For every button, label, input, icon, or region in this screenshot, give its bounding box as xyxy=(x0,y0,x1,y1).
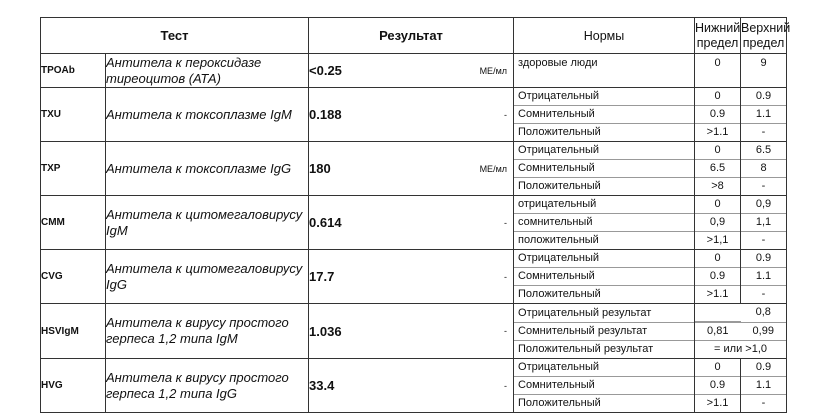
norm-upper-value: 0,9 xyxy=(741,196,786,214)
norm-lower-value: 0.9 xyxy=(695,106,740,124)
result-unit: - xyxy=(504,380,508,391)
result-cell xyxy=(309,142,514,196)
table-row xyxy=(41,54,787,88)
table-row xyxy=(41,196,787,250)
test-name: Антитела к вирусу простого герпеса 1,2 типа IgG xyxy=(106,359,309,413)
result-unit: - xyxy=(504,326,508,336)
result-value: 1.036 xyxy=(309,323,342,339)
norm-upper xyxy=(741,250,787,304)
norm-lower xyxy=(695,250,741,304)
test-code: CVG xyxy=(41,250,106,304)
norm-label-text: Положительный xyxy=(518,397,601,409)
norm-labels xyxy=(514,196,695,250)
header-test: Тест xyxy=(41,18,309,54)
norm-lower-value: 0 xyxy=(695,359,740,377)
lab-results-table xyxy=(40,17,791,413)
norm-upper-value: 1.1 xyxy=(741,377,786,395)
norm-upper-value: 1,1 xyxy=(741,214,786,232)
norm-upper-value: 6.5 xyxy=(741,142,786,160)
norm-upper-value: 1.1 xyxy=(741,268,786,286)
norm-upper-value: - xyxy=(761,397,766,409)
norm-lower-value: 0.9 xyxy=(695,377,740,395)
norm-lower xyxy=(695,359,741,413)
norm-lower-value: 6.5 xyxy=(695,160,740,178)
norm-upper-value: - xyxy=(761,180,766,192)
result-cell xyxy=(309,54,514,88)
result-unit: - xyxy=(504,217,508,228)
table-row xyxy=(41,304,787,359)
test-code: HVG xyxy=(41,359,106,413)
test-code: HSVIgM xyxy=(41,304,106,359)
norm-label-text: Сомнительный xyxy=(514,377,694,395)
norm-label-text: Положительный xyxy=(518,180,601,192)
test-name: Антитела к токсоплазме IgG xyxy=(106,142,309,196)
norm-lower-value: 0,81 xyxy=(707,325,729,337)
norm-label-text: Отрицательный xyxy=(514,250,694,268)
norm-lower xyxy=(695,54,741,88)
norm-label-text: Отрицательный xyxy=(514,359,694,377)
norm-lower xyxy=(695,142,741,196)
test-name: Антитела к пероксидазе тиреоцитов (АТА) xyxy=(106,54,309,88)
test-name: Антитела к токсоплазме IgM xyxy=(106,88,309,142)
norm-upper xyxy=(741,196,787,250)
norm-lower xyxy=(695,88,741,142)
result-unit: - xyxy=(504,271,508,282)
norm-lower-value xyxy=(695,304,741,322)
norm-labels xyxy=(514,359,695,413)
norm-span-value: = или >1,0 xyxy=(714,343,767,355)
norm-label-text: отрицательный xyxy=(514,196,694,214)
header-upper-limit: Верхний предел xyxy=(741,18,787,54)
norm-label-text: Сомнительный xyxy=(514,106,694,124)
test-code: TXU xyxy=(41,88,106,142)
norm-upper xyxy=(741,88,787,142)
result-cell xyxy=(309,359,514,413)
norm-label-text: Отрицательный результат xyxy=(514,305,694,323)
norm-lower xyxy=(695,196,741,250)
norm-upper xyxy=(741,54,787,88)
header-result: Результат xyxy=(309,18,514,54)
result-unit: МЕ/мл xyxy=(479,65,508,76)
header-lower-limit: Нижний предел xyxy=(695,18,741,54)
result-cell xyxy=(309,88,514,142)
result-cell xyxy=(309,250,514,304)
norm-upper-value: 0,8 xyxy=(755,306,771,318)
table-header-row xyxy=(41,18,787,54)
norm-label-text: сомнительный xyxy=(514,214,694,232)
norm-labels xyxy=(514,250,695,304)
norm-upper-value: 0.9 xyxy=(741,88,786,106)
table-row xyxy=(41,359,787,413)
norm-labels xyxy=(514,304,695,359)
test-name: Антитела к цитомегаловирусу IgM xyxy=(106,196,309,250)
result-unit: - xyxy=(504,109,508,120)
norm-label-text: Положительный результат xyxy=(518,342,654,355)
norm-lower-value: 0.9 xyxy=(695,268,740,286)
norm-lower-value: >1.1 xyxy=(706,397,729,409)
norm-upper-value: 0.9 xyxy=(741,359,786,377)
norm-lower-value: >1,1 xyxy=(706,234,729,246)
norm-lower-value: 0 xyxy=(695,142,740,160)
norm-label-text: здоровые люди xyxy=(518,57,598,69)
result-value: <0.25 xyxy=(309,63,342,78)
norm-labels xyxy=(514,88,695,142)
norm-upper-value: 0.9 xyxy=(741,250,786,268)
norm-upper-value: 1.1 xyxy=(741,106,786,124)
norm-upper-value: - xyxy=(761,234,766,246)
result-value: 180 xyxy=(309,161,331,176)
result-value: 0.614 xyxy=(309,215,342,230)
norm-lower-value: >1.1 xyxy=(706,126,729,138)
result-value: 17.7 xyxy=(309,269,335,284)
norm-lower-value: 0 xyxy=(695,250,740,268)
norm-label-text: положительный xyxy=(518,234,599,246)
norm-upper-value: - xyxy=(761,288,766,300)
norm-label-text: Сомнительный xyxy=(514,160,694,178)
norm-label-text: Положительный xyxy=(518,126,601,138)
norm-upper xyxy=(741,142,787,196)
header-norms: Нормы xyxy=(514,18,695,54)
norm-upper xyxy=(741,359,787,413)
norm-lower-value: >8 xyxy=(711,180,724,192)
norm-labels xyxy=(514,142,695,196)
norm-upper-value: 8 xyxy=(741,160,786,178)
result-value: 33.4 xyxy=(309,378,335,393)
norm-lower-value: 0 xyxy=(695,196,740,214)
test-name: Антитела к цитомегаловирусу IgG xyxy=(106,250,309,304)
norm-lower-value: >1.1 xyxy=(706,288,729,300)
norm-label xyxy=(514,54,695,88)
table-row xyxy=(41,88,787,142)
norm-lower-value: 0 xyxy=(695,88,740,106)
norm-label-text: Сомнительный xyxy=(514,268,694,286)
result-cell xyxy=(309,304,514,359)
norm-upper-value: 0,99 xyxy=(752,325,774,337)
table-row xyxy=(41,250,787,304)
result-cell xyxy=(309,196,514,250)
result-value: 0.188 xyxy=(309,107,342,122)
norm-label-text: Отрицательный xyxy=(514,142,694,160)
test-name: Антитела к вирусу простого герпеса 1,2 типа IgM xyxy=(106,304,309,359)
norm-label-text: Отрицательный xyxy=(514,88,694,106)
norm-lower-value: 0,9 xyxy=(695,214,740,232)
norm-limits xyxy=(695,304,787,359)
norm-upper-value: 9 xyxy=(760,57,767,69)
norm-upper-value: - xyxy=(761,126,766,138)
test-code: CMM xyxy=(41,196,106,250)
test-code: TPOAb xyxy=(41,54,106,88)
norm-label-text: Положительный xyxy=(518,288,601,300)
norm-lower-value: 0 xyxy=(714,57,721,69)
norm-label-text: Сомнительный результат xyxy=(514,323,694,341)
result-unit: МЕ/мл xyxy=(479,163,508,174)
table-row xyxy=(41,142,787,196)
test-code: TXP xyxy=(41,142,106,196)
